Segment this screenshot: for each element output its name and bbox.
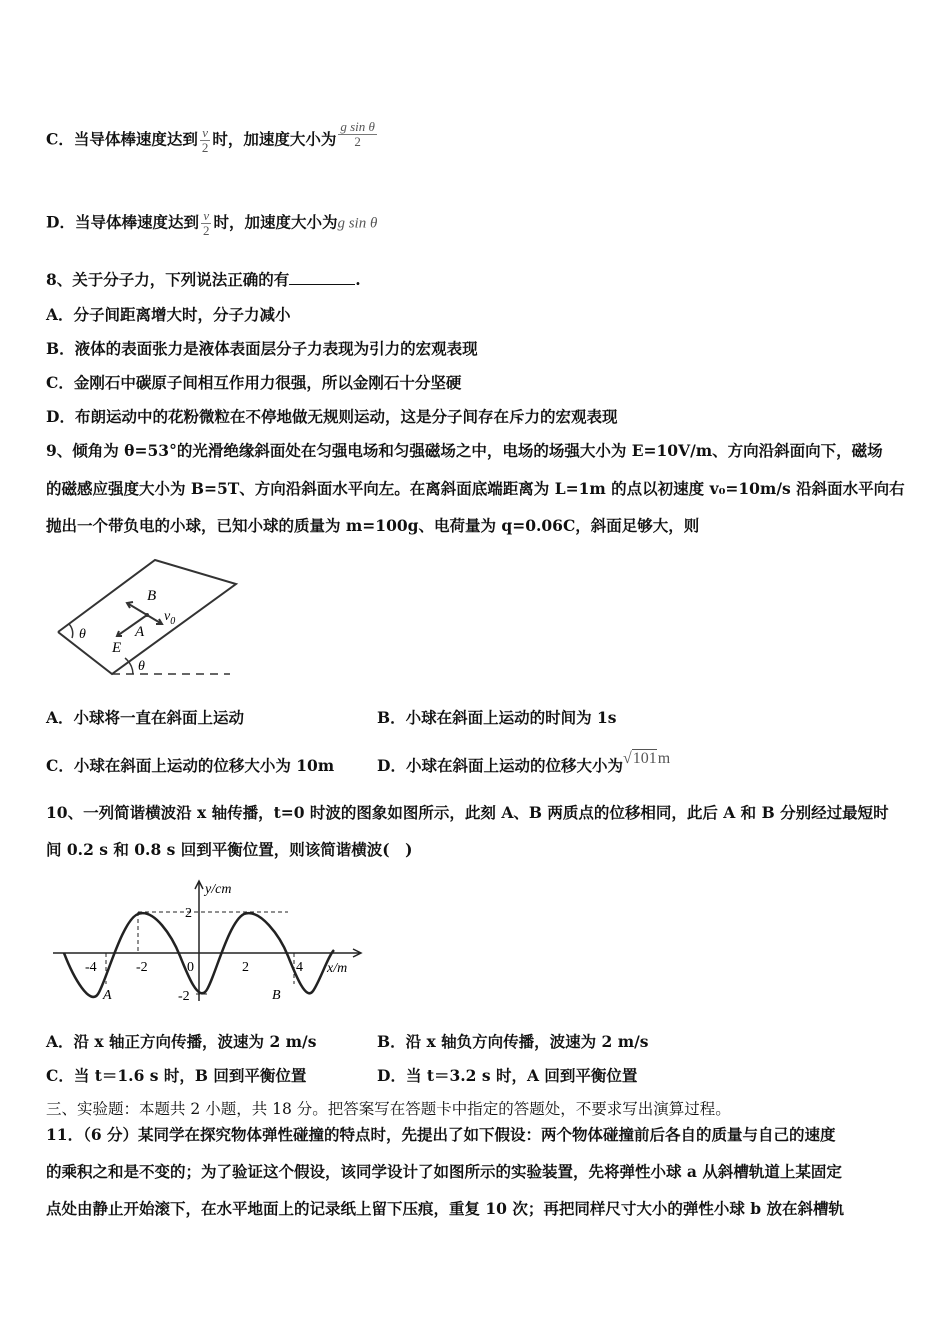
label-theta-left: θ [79, 627, 86, 642]
b-arrow [127, 603, 147, 615]
incline-figure [55, 552, 245, 682]
q9-stem-line1: 9、倾角为 θ=53°的光滑绝缘斜面处在匀强电场和匀强磁场之中，电场的场强大小为 E=10V/m、方向沿斜面向下，磁场 [46, 441, 883, 460]
tick-x-0: 0 [187, 960, 194, 975]
frac-v-over-2: $\frac{v}{2}$ [202, 208, 210, 238]
frac-gsin-over-2: $\frac{\text{g sin θ}}{2}$ [340, 119, 375, 149]
theta-arc-left [69, 624, 73, 638]
q9-option-c: C．小球在斜面上运动的位移大小为 10m [46, 756, 335, 775]
tick-x-neg2: -2 [136, 960, 148, 975]
q10-option-c: C．当 t＝1.6 s 时，B 回到平衡位置 [46, 1066, 307, 1085]
q11-line2: 的乘积之和是不变的；为了验证这个假设，该同学设计了如图所示的实验装置，先将弹性小球 a 从斜槽轨道上某固定 [46, 1162, 842, 1181]
q8-option-a: A．分子间距离增大时，分子力减小 [46, 305, 291, 324]
tick-x-neg4: -4 [85, 960, 97, 975]
q9-option-b: B．小球在斜面上运动的时间为 1s [377, 708, 617, 727]
q9-option-d: D．小球在斜面上运动的位移大小为√101m [377, 750, 671, 775]
q7-option-d: D．当导体棒速度达到 $\frac{v}{2}$ 时，加速度大小为g sin θ [46, 208, 378, 238]
point-b-label: B [272, 988, 281, 1003]
sqrt-101: √101m [622, 750, 671, 767]
q10-option-b: B．沿 x 轴负方向传播，波速为 2 m/s [377, 1032, 649, 1051]
label-a: A [135, 624, 145, 640]
wave-graph [48, 876, 368, 1006]
q9-option-a: A．小球将一直在斜面上运动 [46, 708, 245, 727]
frac-v-over-2: $\frac{v}{2}$ [201, 125, 209, 155]
point-a-label: A [103, 988, 112, 1003]
q8-stem: 8、关于分子力，下列说法正确的有 . [46, 270, 361, 289]
tick-y-neg2: -2 [178, 989, 190, 1004]
q9-stem-line2: 的磁感应强度大小为 B=5T、方向沿斜面水平向左。在离斜面底端距离为 L=1m 的点以初速度 v₀=10m/s 沿斜面水平向右 [46, 479, 905, 498]
q7-option-c: C．当导体棒速度达到 $\frac{v}{2}$ 时，加速度大小为 $\frac{\text{g sin θ}}{2}$ [46, 119, 375, 155]
q10-stem-line2: 间 0.2 s 和 0.8 s 回到平衡位置，则该简谐横波( ) [46, 840, 413, 859]
q11-line3: 点处由静止开始滚下，在水平地面上的记录纸上留下压痕，重复 10 次；再把同样尺寸大小的弹性小球 b 放在斜槽轨 [46, 1199, 844, 1218]
tick-y-2: 2 [185, 906, 192, 921]
q11-line1: 11．（6 分）某同学在探究物体弹性碰撞的特点时，先提出了如下假设：两个物体碰撞前后各自的质量与自己的速度 [46, 1125, 836, 1144]
label-theta-bottom: θ [138, 659, 145, 674]
section-3-heading: 三、实验题：本题共 2 小题，共 18 分。把答案写在答题卡中指定的答题处，不要求写出演算过程。 [46, 1100, 731, 1118]
g-sin-theta: g sin θ [337, 215, 378, 232]
q10-option-d: D．当 t＝3.2 s 时，A 回到平衡位置 [377, 1066, 638, 1085]
ball-a [145, 613, 149, 617]
tick-x-4: 4 [296, 960, 303, 975]
q8-option-b: B．液体的表面张力是液体表面层分子力表现为引力的宏观表现 [46, 339, 478, 358]
q9-stem-line3: 抛出一个带负电的小球，已知小球的质量为 m=100g、电荷量为 q=0.06C，斜面足够大，则 [46, 516, 700, 535]
tick-x-2: 2 [242, 960, 249, 975]
label-b: B [147, 588, 157, 604]
q10-stem-line1: 10、一列简谐横波沿 x 轴传播，t=0 时波的图象如图所示，此刻 A、B 两质点的位移相同，此后 A 和 B 分别经过最短时 [46, 803, 889, 822]
q10-option-a: A．沿 x 轴正方向传播，波速为 2 m/s [46, 1032, 317, 1051]
label-v0: $v_0$ [164, 609, 176, 627]
answer-blank [289, 270, 355, 285]
y-axis-label: y/cm [205, 882, 232, 897]
q8-option-c: C．金刚石中碳原子间相互作用力很强，所以金刚石十分坚硬 [46, 373, 462, 392]
label-e: E [112, 640, 122, 656]
x-axis-label: x/m [327, 961, 348, 976]
q8-option-d: D．布朗运动中的花粉微粒在不停地做无规则运动，这是分子间存在斥力的宏观表现 [46, 407, 618, 426]
